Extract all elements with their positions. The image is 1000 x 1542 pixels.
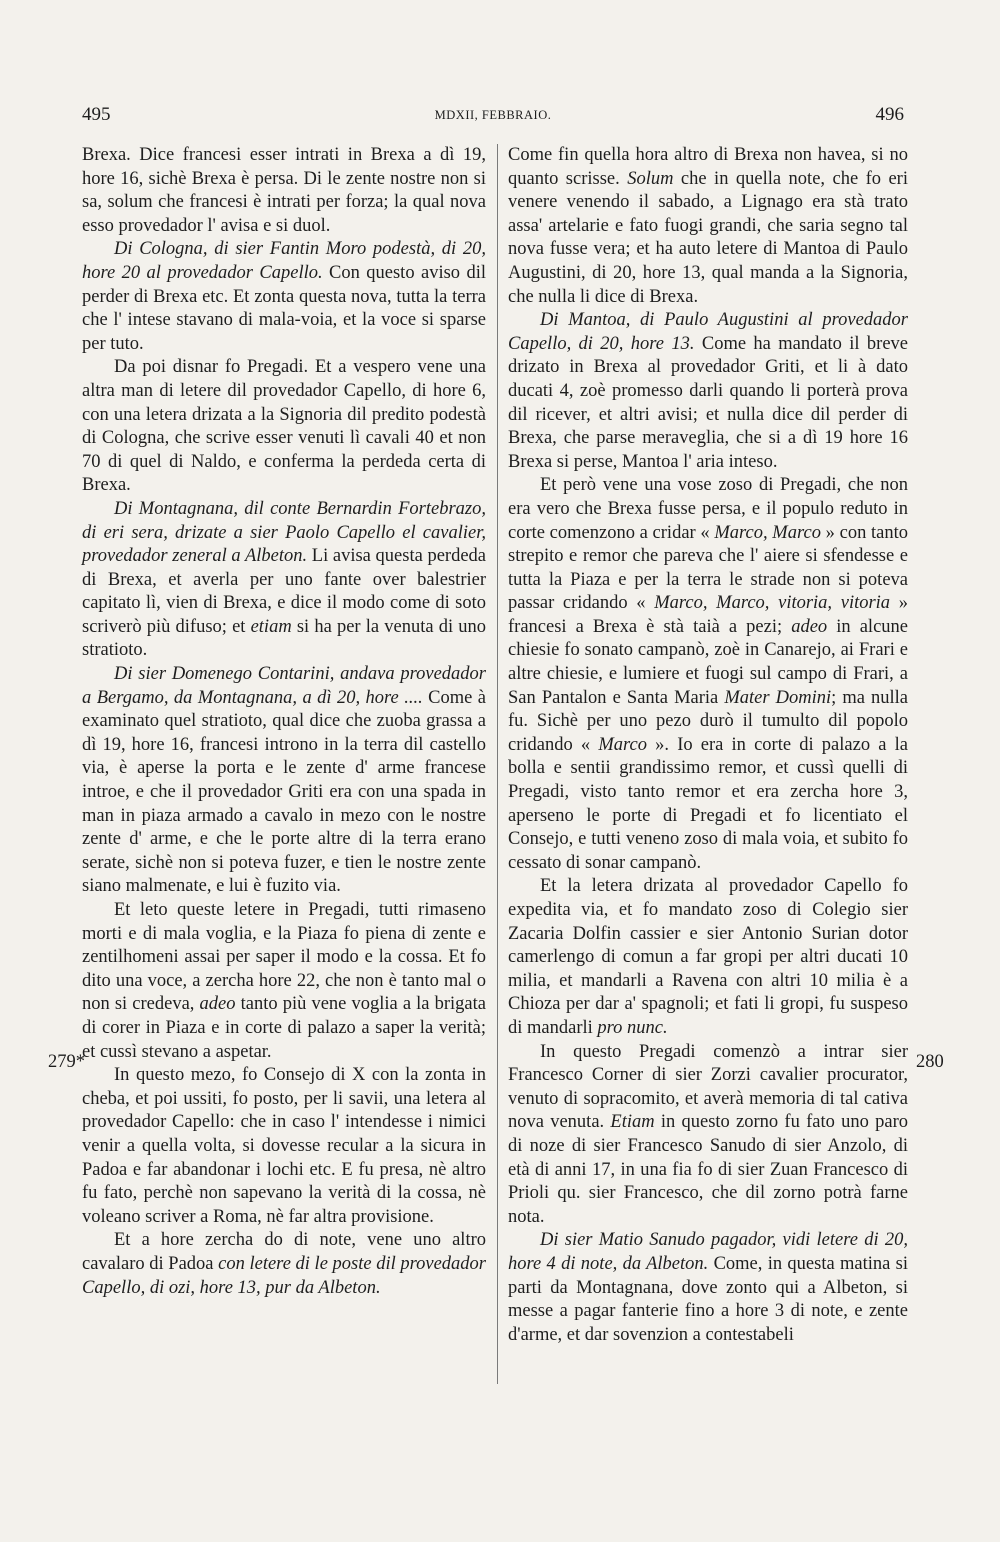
letter-heading: Di Cologna, di sier Fantin Moro podestà, di 20, hore 20 al provedador Capello. [82, 239, 486, 283]
paragraph [508, 309, 908, 474]
letter-heading: Di sier Domenego Contarini, andava provedador a Bergamo, da Montagnana, a dì 20, hore .... [82, 664, 486, 708]
paragraph [508, 474, 908, 875]
italic-term: adeo [199, 994, 236, 1015]
paragraph-text: in alcune chiesie fo sonato campanò, zoè in Canarejo, ai Frari e altre chiesie, e lumiere et fuogi sul campo di Frari, a San Pantalon e Santa Maria [508, 616, 908, 708]
left-column [82, 144, 486, 1300]
paragraph-text: Et la letera drizata al provedador Capello fo expedita via, et fo mandato zoso di Colegio sier Zacaria Dolfin cassier e sier Antonio Surian dotor camerlengo di comun a far gropi per altri ducati 10 milia, et mandarli a Ravena con altri 10 milia è a Chioza per dar a' spagnoli; et fati li gropi, fu suspeso di mandarli [508, 876, 908, 1038]
italic-term: etiam [250, 616, 292, 637]
paragraph-text: Come fin quella hora altro di Brexa non havea, si no quanto scrisse. [508, 145, 908, 189]
paragraph-text: Come, in questa matina si parti da Montagnana, dove zonto qui a Albeton, si messe a pagar fanterie fino a hore 3 di note, e zente d'arme, et dar sovenzion a contestabeli [508, 1253, 908, 1345]
right-page-number: 496 [875, 104, 904, 125]
italic-term: Marco, Marco, vitoria, vitoria [654, 593, 891, 614]
margin-folio-left: 279* [48, 1052, 85, 1072]
paragraph-text: tanto più vene voglia a la brigata di corer in Piaza e in corte di palazo a saper la verità; et cussì stevano a aspetar. [82, 994, 486, 1062]
letter-heading: Di Montagnana, dil conte Bernardin Fortebrazo, di eri sera, drizate a sier Paolo Capello el cavalier, provedador zeneral a Albeton. [82, 498, 486, 567]
paragraph-text: Et a hore zercha do di note, vene uno altro cavalaro di Padoa [82, 1230, 486, 1274]
paragraph [82, 663, 486, 899]
paragraph-text: In questo Pregadi comenzò a intrar sier Francesco Corner di sier Zorzi cavalier procurator, venuto di sopracomito, et averà memoria di tal cativa nova venuta. [508, 1041, 908, 1133]
paragraph [508, 1041, 908, 1230]
letter-heading: Di Mantoa, di Paulo Augustini al provedador Capello, di 20, hore 13. [508, 310, 908, 354]
paragraph-text: si ha per la venuta di uno stratioto. [82, 616, 486, 661]
paragraph [82, 356, 486, 498]
paragraph [82, 498, 486, 663]
italic-term: adeo [791, 616, 828, 637]
italic-term: pro nunc. [597, 1017, 668, 1038]
paragraph-text: » francesi a Brexa è stà taià a pezi; [508, 593, 908, 637]
paragraph-text: Da poi disnar fo Pregadi. Et a vespero vene una altra man di letere dil provedador Capello, di hore 6, con una letera drizata a la Signoria dil predito podestà di Cologna, che scrive esser venuti lì cavali 40 et non 70 di quel di Naldo, e conferma la perdeda certa di Brexa. [82, 357, 486, 496]
paragraph [82, 1229, 486, 1300]
italic-term: Marco, Marco [714, 522, 821, 543]
italic-term: Solum [627, 168, 674, 189]
paragraph-text: Et però vene una vose zoso di Pregadi, che non era vero che Brexa fusse persa, e il populo reduto in corte comenzono a cridar « [508, 475, 908, 543]
paragraph-text: ». Io era in corte di palazo a la bolla e sentii grandissimo remor, et cussì quelli di Pregadi, visto tanto remor et era zercha hore 3, aperseno le porte di Pregadi et fo licentiato el Consejo, e tutti veneno zoso di mala voia, et subito fo cessato di sonar campanò. [508, 734, 908, 873]
italic-term: con letere di le poste dil provedador Capello, di ozi, hore 13, pur da Albeton. [82, 1253, 487, 1298]
letter-heading: Di sier Matio Sanudo pagador, vidi letere di 20, hore 4 di note, da Albeton. [508, 1230, 908, 1274]
paragraph-text: ; ma nulla fu. Sichè per uno pezo durò il tumulto dil popolo cridando « [508, 687, 908, 755]
running-head [82, 104, 904, 128]
italic-term: Mater Domini [724, 687, 832, 708]
margin-folio-right: 280 [916, 1052, 944, 1072]
column-divider [497, 144, 498, 1384]
running-title: MDXII, FEBBRAIO. [434, 108, 552, 122]
right-column [508, 144, 908, 1347]
paragraph-text: Come à examinato quel stratioto, qual dice che zuoba grassa a dì 19, hore 16, francesi introno in la terra dil castello via, è aperse la porta e le zente d' arme francese introe, e che il provedador Griti era con una spada in man in piaza armado a cavalo in mezo con le nostre zente d' arme, e che le porte altre di la terra erano serate, sichè non si poteva fuzer, e tien le nostre zente siano malmenate, e lui è fuzito via. [82, 687, 486, 897]
paragraph-text: In questo mezo, fo Consejo di X con la zonta in cheba, et poi ussiti, fo posto, per li savii, una letera al provedador Capello: che in caso l' intendesse i nimici venir a quella volta, si dovesse recular a la sicura in Padoa e far abandonar i lochi etc. E fu presa, nè altro fu fato, perchè non sapevano la verità di la cossa, nè voleano scriver a Roma, nè far altra provisione. [82, 1065, 486, 1227]
paragraph [508, 144, 908, 309]
paragraph [508, 875, 908, 1040]
paragraph-text: » con tanto strepito e remor che pareva che l' aiere si sfendesse e tutta la Piaza e per la terra le strade non si poteva passar cridando « [508, 522, 909, 614]
italic-term: Etiam [610, 1112, 655, 1133]
paragraph [82, 144, 486, 238]
paragraph-text: in questo zorno fu fato uno paro di noze di sier Francesco Sanudo di sier Anzolo, di età di anni 17, in una fia fo di sier Zuan Francesco di Prioli qu. sier Francesco, che dil zorno potrà farne nota. [508, 1112, 908, 1227]
paragraph-text: Come ha mandato il breve drizato in Brexa al provedador Griti, et li à dato ducati 4, zoè promesso darli quando li porterà prova dil ricever, et altri avisi; et nulla dice dil perder di Brexa, che parse meraveglia, che si a dì 19 hore 16 Brexa si perse, Mantoa l' aria inteso. [508, 333, 908, 472]
italic-term: Marco [598, 734, 647, 755]
paragraph-text: Con questo aviso dil perder di Brexa etc. Et zonta questa nova, tutta la terra che l' intese stavano di mala-voia, et la voce si sparse per tuto. [82, 262, 486, 354]
paragraph [508, 1229, 908, 1347]
left-page-number: 495 [82, 104, 111, 125]
paragraph [82, 899, 486, 1064]
paragraph-text: Et leto queste letere in Pregadi, tutti rimaseno morti e di mala voglia, e la Piaza fo piena di zente e zentilhomeni assai per saper il modo e la cossa. Et fo dito una voce, a zercha hore 22, che non è tanto mal o non si credeva, [82, 900, 486, 1015]
paragraph-text: Li avisa questa perdeda di Brexa, et averla per uno fante over balestrier capitato lì, vien di Brexa, e dice il modo come di soto scriverò più difuso; et [82, 546, 486, 637]
paragraph [82, 1064, 486, 1229]
paragraph-text: Brexa. Dice francesi esser intrati in Brexa a dì 19, hore 16, sichè Brexa è persa. Di le zente nostre non si sa, solum che francesi è intrati per forza; la qual nova esso provedador l' avisa e si duol. [82, 145, 486, 236]
paragraph [82, 238, 486, 356]
paragraph-text: che in quella note, che fo eri venere venendo il sabado, a Lignago era stà trato assa' artelarie e fato fuogi grandi, che saria segno tal nova fusse vera; et ha auto letere di Mantoa di Paulo Augustini, di 20, hore 13, qual manda a la Signoria, che nulla li dice di Brexa. [508, 168, 908, 307]
